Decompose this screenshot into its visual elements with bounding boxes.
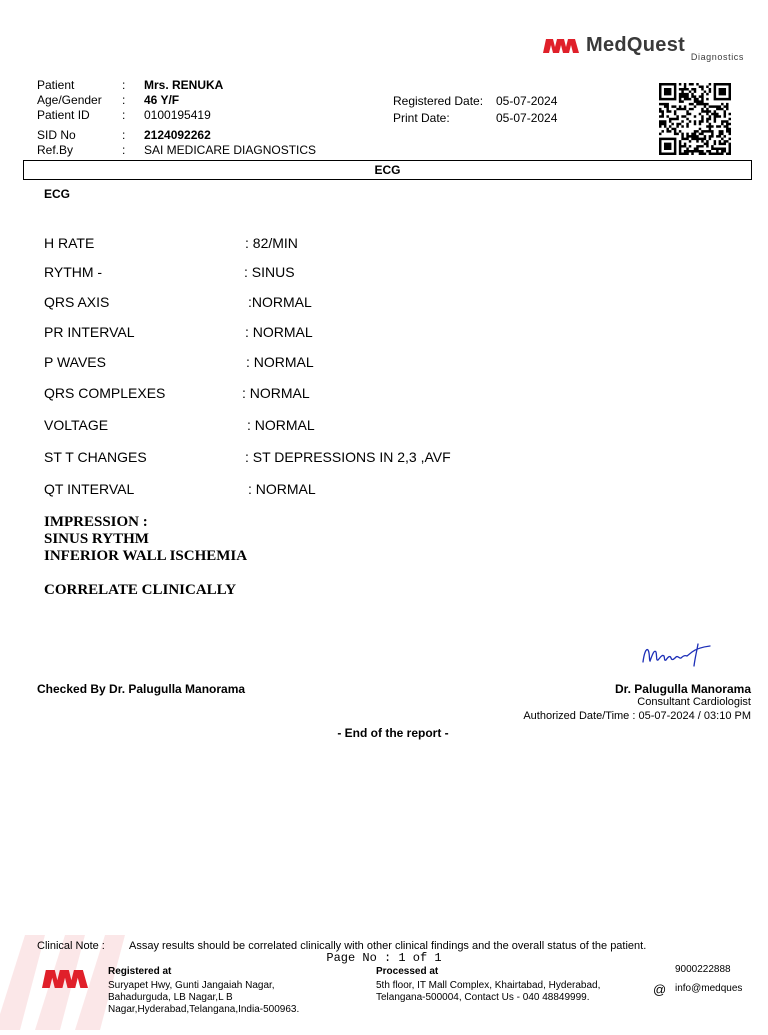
colon: : — [122, 128, 126, 142]
result-label: QRS COMPLEXES — [44, 385, 166, 401]
address-line: Telangana-500004, Contact Us - 040 48849999. — [376, 992, 590, 1003]
page-number: Page No : 1 of 1 — [326, 951, 442, 965]
result-value: : 82/MIN — [245, 235, 298, 251]
contact-phone: 9000222888 — [675, 964, 731, 975]
footer-logo-icon — [42, 968, 88, 990]
colon: : — [122, 93, 126, 107]
sid-no: 2124092262 — [144, 128, 211, 142]
result-label: QRS AXIS — [44, 294, 110, 310]
authorized-datetime: Authorized Date/Time : 05-07-2024 / 03:10 PM — [523, 710, 751, 722]
correlate-note: CORRELATE CLINICALLY — [44, 582, 237, 598]
address-line: 5th floor, IT Mall Complex, Khairtabad, Hyderabad, — [376, 980, 601, 991]
label-patient-id: Patient ID — [37, 108, 90, 122]
end-of-report: - End of the report - — [337, 726, 449, 740]
processed-at-heading: Processed at — [376, 966, 439, 977]
colon: : — [122, 78, 126, 92]
patient-name: Mrs. RENUKA — [144, 78, 224, 92]
address-line: Nagar,Hyderabad,Telangana,India-500963. — [108, 1004, 300, 1015]
label-ref-by: Ref.By — [37, 143, 74, 157]
clinical-note-text: Assay results should be correlated clinically with other clinical findings and the overall status of the patient. — [129, 940, 647, 952]
result-label: VOLTAGE — [44, 417, 109, 433]
address-line: Suryapet Hwy, Gunti Jangaiah Nagar, — [108, 980, 275, 991]
impression-heading: IMPRESSION : — [44, 514, 148, 530]
colon: : — [122, 108, 126, 122]
impression-line: SINUS RYTHM — [44, 531, 149, 547]
result-value: : NORMAL — [247, 417, 315, 433]
print-date-label: Print Date: — [393, 111, 450, 125]
result-label: H RATE — [44, 235, 95, 251]
qr-code-icon — [659, 83, 731, 155]
checked-by: Checked By Dr. Palugulla Manorama — [37, 682, 246, 696]
brand-logo — [543, 34, 748, 64]
signature-icon — [640, 640, 715, 670]
result-value: : ST DEPRESSIONS IN 2,3 ,AVF — [245, 449, 451, 465]
registered-date-value: 05-07-2024 — [496, 94, 558, 108]
brand-name: MedQuest — [586, 34, 686, 56]
print-date-value: 05-07-2024 — [496, 111, 558, 125]
section-title: ECG — [44, 187, 71, 201]
registered-address — [108, 980, 299, 1016]
label-patient: Patient — [37, 78, 75, 92]
result-value: :NORMAL — [248, 294, 312, 310]
result-label: ST T CHANGES — [44, 449, 147, 465]
clinical-note-label: Clinical Note : — [37, 940, 105, 952]
brand-sub: Diagnostics — [690, 52, 744, 62]
address-line: Bahadurguda, LB Nagar,L B — [108, 992, 233, 1003]
patient-id: 0100195419 — [144, 108, 211, 122]
patient-age-gender: 46 Y/F — [144, 93, 180, 107]
doctor-designation: Consultant Cardiologist — [637, 696, 751, 708]
label-age-gender: Age/Gender — [37, 93, 102, 107]
section-bar: ECG — [23, 160, 752, 180]
result-label: P WAVES — [44, 354, 106, 370]
ref-by: SAI MEDICARE DIAGNOSTICS — [144, 143, 317, 157]
processed-address — [376, 980, 600, 1004]
medquest-logo-icon — [543, 39, 579, 53]
impression-line: INFERIOR WALL ISCHEMIA — [44, 548, 248, 564]
result-value: : NORMAL — [246, 354, 314, 370]
email-at-icon: @ — [653, 982, 667, 997]
result-value: : NORMAL — [248, 481, 316, 497]
result-label: QT INTERVAL — [44, 481, 135, 497]
contact-email: info@medques — [675, 983, 743, 994]
result-value: : NORMAL — [245, 324, 313, 340]
label-sid-no: SID No — [37, 128, 76, 142]
registered-date-label: Registered Date: — [393, 94, 484, 108]
colon: : — [122, 143, 126, 157]
result-label: RYTHM - — [44, 264, 103, 280]
result-value: : SINUS — [244, 264, 295, 280]
doctor-name: Dr. Palugulla Manorama — [614, 682, 751, 696]
result-value: : NORMAL — [242, 385, 310, 401]
registered-at-heading: Registered at — [108, 966, 172, 977]
result-label: PR INTERVAL — [44, 324, 135, 340]
